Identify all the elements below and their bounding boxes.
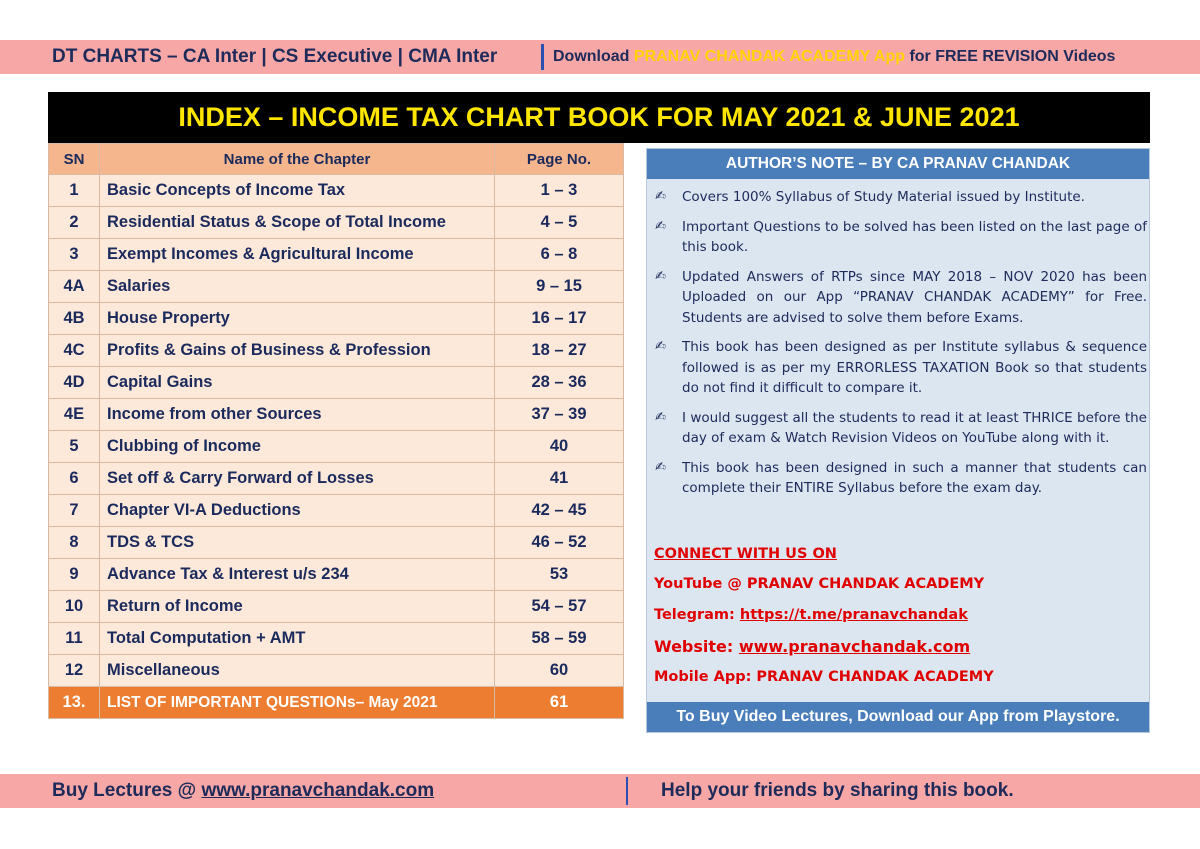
buy-lectures-prefix: Buy Lectures @ bbox=[52, 780, 202, 801]
table-row[interactable] bbox=[49, 527, 624, 559]
row-chapter-name: Advance Tax & Interest u/s 234 bbox=[100, 559, 495, 591]
list-item bbox=[655, 187, 1147, 208]
row-page-no: 28 – 36 bbox=[495, 367, 624, 399]
index-frame bbox=[48, 92, 1150, 733]
app-name-highlight[interactable]: PRANAV CHANDAK ACADEMY App bbox=[633, 48, 905, 65]
buy-lectures-text bbox=[52, 774, 434, 808]
row-chapter-name: Salaries bbox=[100, 271, 495, 303]
table-row[interactable] bbox=[49, 623, 624, 655]
table-row[interactable] bbox=[49, 463, 624, 495]
row-page-no: 9 – 15 bbox=[495, 271, 624, 303]
author-note-list bbox=[655, 187, 1147, 508]
row-chapter-name: Chapter VI-A Deductions bbox=[100, 495, 495, 527]
row-chapter-name: TDS & TCS bbox=[100, 527, 495, 559]
row-sn: 10 bbox=[49, 591, 100, 623]
row-page-no: 54 – 57 bbox=[495, 591, 624, 623]
row-chapter-name: Exempt Incomes & Agricultural Income bbox=[100, 239, 495, 271]
row-chapter-name: Income from other Sources bbox=[100, 399, 495, 431]
note-text: This book has been designed as per Institute syllabus & sequence followed is as per my ERRORLESS TAXATION Book so that students do not find it difficult to compare it. bbox=[682, 339, 1147, 396]
row-sn: 3 bbox=[49, 239, 100, 271]
table-row[interactable] bbox=[49, 271, 624, 303]
row-sn: 8 bbox=[49, 527, 100, 559]
author-note-footer: To Buy Video Lectures, Download our App from Playstore. bbox=[647, 702, 1149, 732]
table-row[interactable] bbox=[49, 431, 624, 463]
note-text: Updated Answers of RTPs since MAY 2018 – NOV 2020 has been Uploaded on our App “PRANAV CHANDAK ACADEMY” for Free. Students are advised to solve them before Exams. bbox=[682, 268, 1147, 326]
note-text: I would suggest all the students to read it at least THRICE before the day of exam & Watch Revision Videos on YouTube along with it. bbox=[682, 409, 1147, 446]
table-row[interactable] bbox=[49, 303, 624, 335]
row-page-no: 37 – 39 bbox=[495, 399, 624, 431]
writing-hand-icon: ✍ bbox=[655, 459, 666, 475]
page-title: INDEX – INCOME TAX CHART BOOK FOR MAY 2021 & JUNE 2021 bbox=[48, 92, 1150, 143]
share-message: Help your friends by sharing this book. bbox=[661, 780, 1014, 801]
table-row[interactable] bbox=[49, 399, 624, 431]
table-row[interactable] bbox=[49, 175, 624, 207]
note-text: This book has been designed in such a manner that students can complete their ENTIRE Syllabus before the exam day. bbox=[682, 459, 1147, 496]
row-sn: 13. bbox=[49, 687, 100, 719]
row-page-no: 16 – 17 bbox=[495, 303, 624, 335]
list-item bbox=[655, 408, 1147, 449]
bottom-banner-divider bbox=[626, 777, 628, 805]
table-row[interactable] bbox=[49, 559, 624, 591]
row-page-no: 42 – 45 bbox=[495, 495, 624, 527]
row-sn: 1 bbox=[49, 175, 100, 207]
row-sn: 4D bbox=[49, 367, 100, 399]
row-chapter-name: Basic Concepts of Income Tax bbox=[100, 175, 495, 207]
mobile-app-line[interactable]: Mobile App: PRANAV CHANDAK ACADEMY bbox=[654, 669, 994, 685]
writing-hand-icon: ✍ bbox=[655, 268, 666, 284]
website-link[interactable]: www.pranavchandak.com bbox=[738, 637, 971, 656]
row-page-no: 6 – 8 bbox=[495, 239, 624, 271]
row-chapter-name: Set off & Carry Forward of Losses bbox=[100, 463, 495, 495]
row-page-no: 40 bbox=[495, 431, 624, 463]
row-page-no: 53 bbox=[495, 559, 624, 591]
writing-hand-icon: ✍ bbox=[655, 339, 666, 354]
telegram-link[interactable]: https://t.me/pranavchandak bbox=[739, 607, 968, 623]
table-row[interactable] bbox=[49, 335, 624, 367]
author-note-heading: AUTHOR’S NOTE – BY CA PRANAV CHANDAK bbox=[647, 149, 1149, 179]
row-sn: 4E bbox=[49, 399, 100, 431]
row-sn: 6 bbox=[49, 463, 100, 495]
youtube-link[interactable]: YouTube @ PRANAV CHANDAK ACADEMY bbox=[654, 576, 985, 592]
row-sn: 4C bbox=[49, 335, 100, 367]
list-item bbox=[655, 217, 1147, 258]
table-row[interactable] bbox=[49, 655, 624, 687]
website-label: Website: bbox=[654, 637, 739, 656]
telegram-label: Telegram: bbox=[654, 607, 740, 623]
chapter-index-table bbox=[48, 143, 624, 719]
row-chapter-name: Miscellaneous bbox=[100, 655, 495, 687]
writing-hand-icon: ✍ bbox=[655, 189, 666, 204]
row-page-no: 1 – 3 bbox=[495, 175, 624, 207]
row-page-no: 46 – 52 bbox=[495, 527, 624, 559]
row-sn: 7 bbox=[49, 495, 100, 527]
header-chapter-name: Name of the Chapter bbox=[100, 144, 495, 175]
row-sn: 9 bbox=[49, 559, 100, 591]
important-questions-row[interactable] bbox=[49, 687, 624, 719]
author-note-panel bbox=[646, 148, 1150, 733]
table-row[interactable] bbox=[49, 367, 624, 399]
top-banner bbox=[0, 40, 1200, 74]
row-chapter-name: Profits & Gains of Business & Profession bbox=[100, 335, 495, 367]
row-sn: 4B bbox=[49, 303, 100, 335]
row-sn: 12 bbox=[49, 655, 100, 687]
table-row[interactable] bbox=[49, 495, 624, 527]
telegram-line bbox=[654, 607, 968, 623]
row-chapter-name: Capital Gains bbox=[100, 367, 495, 399]
row-chapter-name: Total Computation + AMT bbox=[100, 623, 495, 655]
row-chapter-name: LIST OF IMPORTANT QUESTIONs– May 2021 bbox=[100, 687, 495, 719]
writing-hand-icon: ✍ bbox=[655, 409, 666, 425]
row-chapter-name: Return of Income bbox=[100, 591, 495, 623]
row-page-no: 18 – 27 bbox=[495, 335, 624, 367]
row-chapter-name: Clubbing of Income bbox=[100, 431, 495, 463]
row-page-no: 61 bbox=[495, 687, 624, 719]
top-banner-divider bbox=[541, 44, 544, 70]
list-item bbox=[655, 458, 1147, 499]
list-item bbox=[655, 267, 1147, 329]
top-banner-right-text bbox=[553, 40, 1115, 74]
website-line bbox=[654, 637, 970, 656]
website-footer-link[interactable]: www.pranavchandak.com bbox=[201, 780, 435, 801]
row-chapter-name: House Property bbox=[100, 303, 495, 335]
table-row[interactable] bbox=[49, 591, 624, 623]
row-page-no: 41 bbox=[495, 463, 624, 495]
table-row[interactable] bbox=[49, 207, 624, 239]
table-row[interactable] bbox=[49, 239, 624, 271]
list-item bbox=[655, 337, 1147, 399]
connect-heading: CONNECT WITH US ON bbox=[654, 546, 837, 562]
note-text: Important Questions to be solved has been listed on the last page of this book. bbox=[682, 218, 1147, 255]
row-sn: 11 bbox=[49, 623, 100, 655]
row-sn: 2 bbox=[49, 207, 100, 239]
row-page-no: 4 – 5 bbox=[495, 207, 624, 239]
bottom-banner bbox=[0, 774, 1200, 808]
header-sn: SN bbox=[49, 144, 100, 175]
row-chapter-name: Residential Status & Scope of Total Income bbox=[100, 207, 495, 239]
top-banner-left-text: DT CHARTS – CA Inter | CS Executive | CMA Inter bbox=[52, 46, 498, 67]
row-page-no: 58 – 59 bbox=[495, 623, 624, 655]
download-prefix: Download bbox=[553, 48, 634, 65]
row-sn: 4A bbox=[49, 271, 100, 303]
row-page-no: 60 bbox=[495, 655, 624, 687]
writing-hand-icon: ✍ bbox=[655, 218, 666, 234]
download-suffix: for FREE REVISION Videos bbox=[905, 48, 1116, 65]
row-sn: 5 bbox=[49, 431, 100, 463]
table-header-row bbox=[49, 144, 624, 175]
note-text: Covers 100% Syllabus of Study Material issued by Institute. bbox=[682, 189, 1085, 205]
header-page-no: Page No. bbox=[495, 144, 624, 175]
